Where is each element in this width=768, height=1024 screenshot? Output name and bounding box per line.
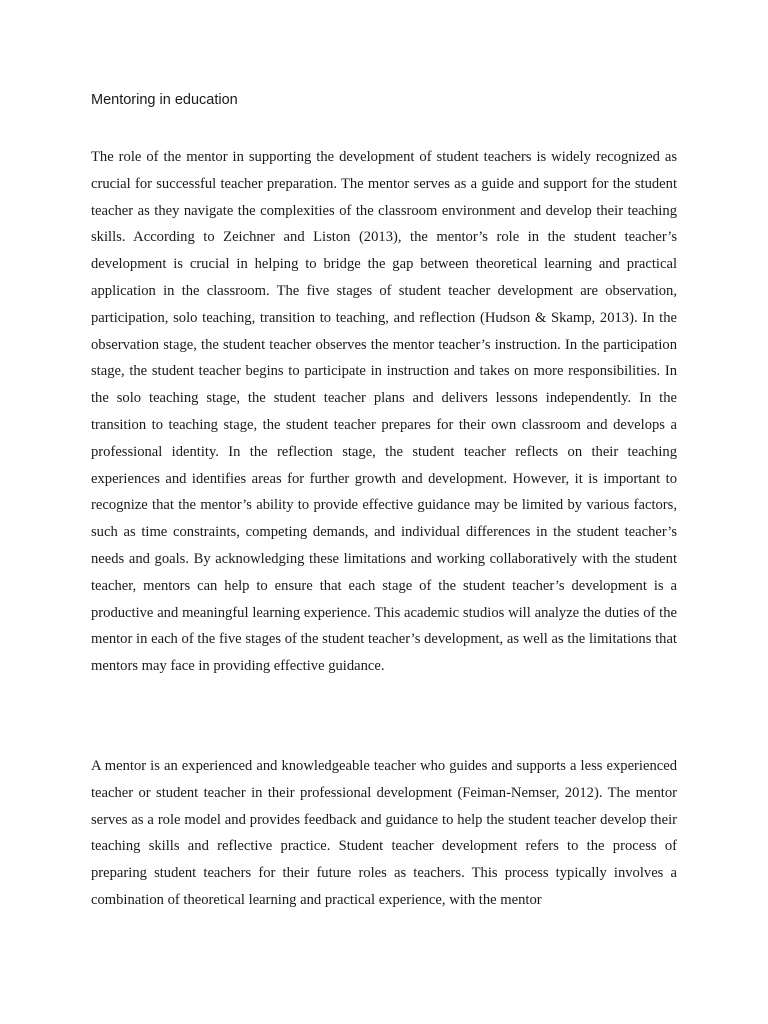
document-title: Mentoring in education <box>91 92 238 108</box>
paragraph-introduction: The role of the mentor in supporting the development of student teachers is widely recognized as crucial for successful teacher preparation. The mentor serves as a guide and support for the student teacher as they navigate the complexities of the classroom environment and develop their teaching skills. According to Zeichner and Liston (2013), the mentor’s role in the student teacher’s development is crucial in helping to bridge the gap between theoretical learning and practical application in the classroom. The five stages of student teacher development are observation, participation, solo teaching, transition to teaching, and reflection (Hudson & Skamp, 2013). In the observation stage, the student teacher observes the mentor teacher’s instruction. In the participation stage, the student teacher begins to participate in instruction and takes on more responsibilities. In the solo teaching stage, the student teacher plans and delivers lessons independently. In the transition to teaching stage, the student teacher prepares for their own classroom and develops a professional identity. In the reflection stage, the student teacher reflects on their teaching experiences and identifies areas for further growth and development. However, it is important to recognize that the mentor’s ability to provide effective guidance may be limited by various factors, such as time constraints, competing demands, and individual differences in the student teacher’s needs and goals. By acknowledging these limitations and working collaboratively with the student teacher, mentors can help to ensure that each stage of the student teacher’s development is a productive and meaningful learning experience. This academic studios will analyze the duties of the mentor in each of the five stages of the student teacher’s development, as well as the limitations that mentors may face in providing effective guidance. <box>91 149 677 675</box>
paragraph-mentor-definition: A mentor is an experienced and knowledgeable teacher who guides and supports a less experienced teacher or student teacher in their professional development (Feiman-Nemser, 2012). The mentor serves as a role model and provides feedback and guidance to help the student teacher develop their teaching skills and reflective practice. Student teacher development refers to the process of preparing student teachers for their future roles as teachers. This process typically involves a combination of theoretical learning and practical experience, with the mentor <box>91 758 677 908</box>
